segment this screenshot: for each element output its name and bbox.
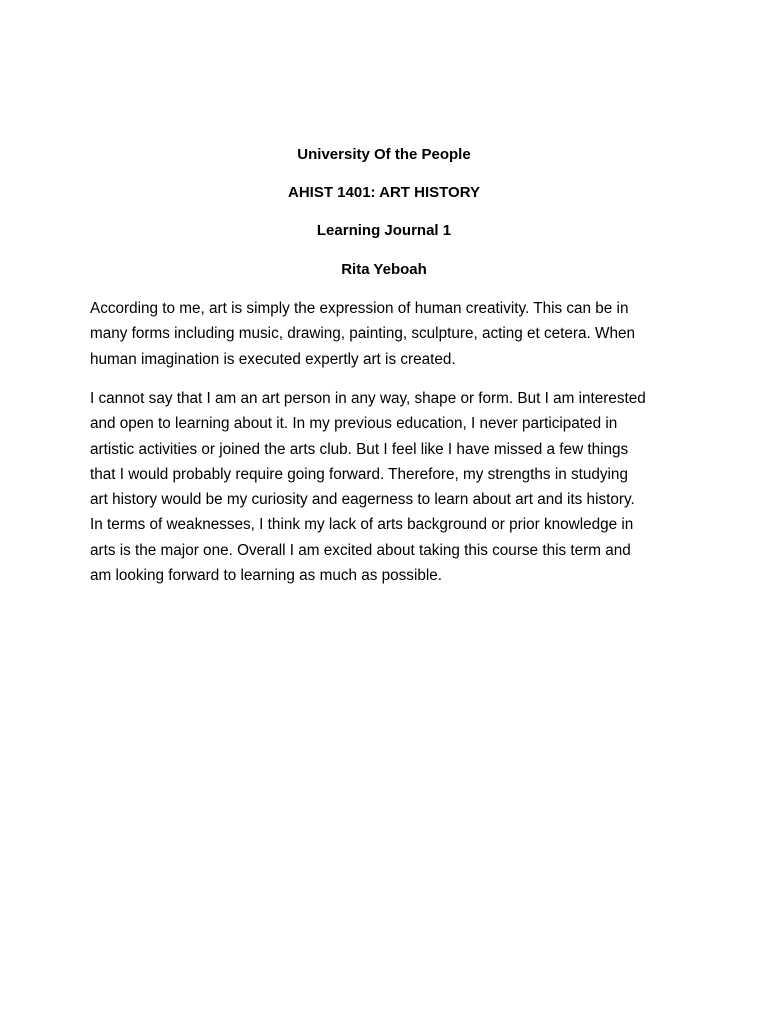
- paragraph-line: According to me, art is simply the expression of human creativity. This can be in: [90, 300, 629, 317]
- paragraph-line: arts is the major one. Overall I am excited about taking this course this term and: [90, 541, 631, 559]
- paragraph-line: that I would probably require going forward. Therefore, my strengths in studying: [90, 465, 628, 483]
- assignment-title: Learning Journal 1: [316, 222, 452, 239]
- paragraph-line: am looking forward to learning as much as possible.: [90, 567, 443, 585]
- paragraph-line: and open to learning about it. In my previous education, I never participated in: [90, 415, 618, 433]
- paragraph-line: artistic activities or joined the arts club. But I feel like I have missed a few things: [90, 440, 629, 458]
- paragraph-line: art history would be my curiosity and eagerness to learn about art and its history.: [90, 491, 635, 509]
- paragraph-line: In terms of weaknesses, I think my lack of arts background or prior knowledge in: [90, 516, 634, 534]
- paragraph-1: [90, 296, 690, 372]
- paragraph-2: [90, 386, 690, 588]
- paragraph-line: I cannot say that I am an art person in any way, shape or form. But I am interested: [90, 390, 646, 407]
- paragraph-line: human imagination is executed expertly art is created.: [90, 350, 456, 368]
- institution-title: University Of the People: [297, 146, 471, 163]
- course-title: AHIST 1401: ART HISTORY: [288, 184, 480, 201]
- author-name: Rita Yeboah: [341, 261, 427, 278]
- paragraph-line: many forms including music, drawing, painting, sculpture, acting et cetera. When: [90, 325, 635, 343]
